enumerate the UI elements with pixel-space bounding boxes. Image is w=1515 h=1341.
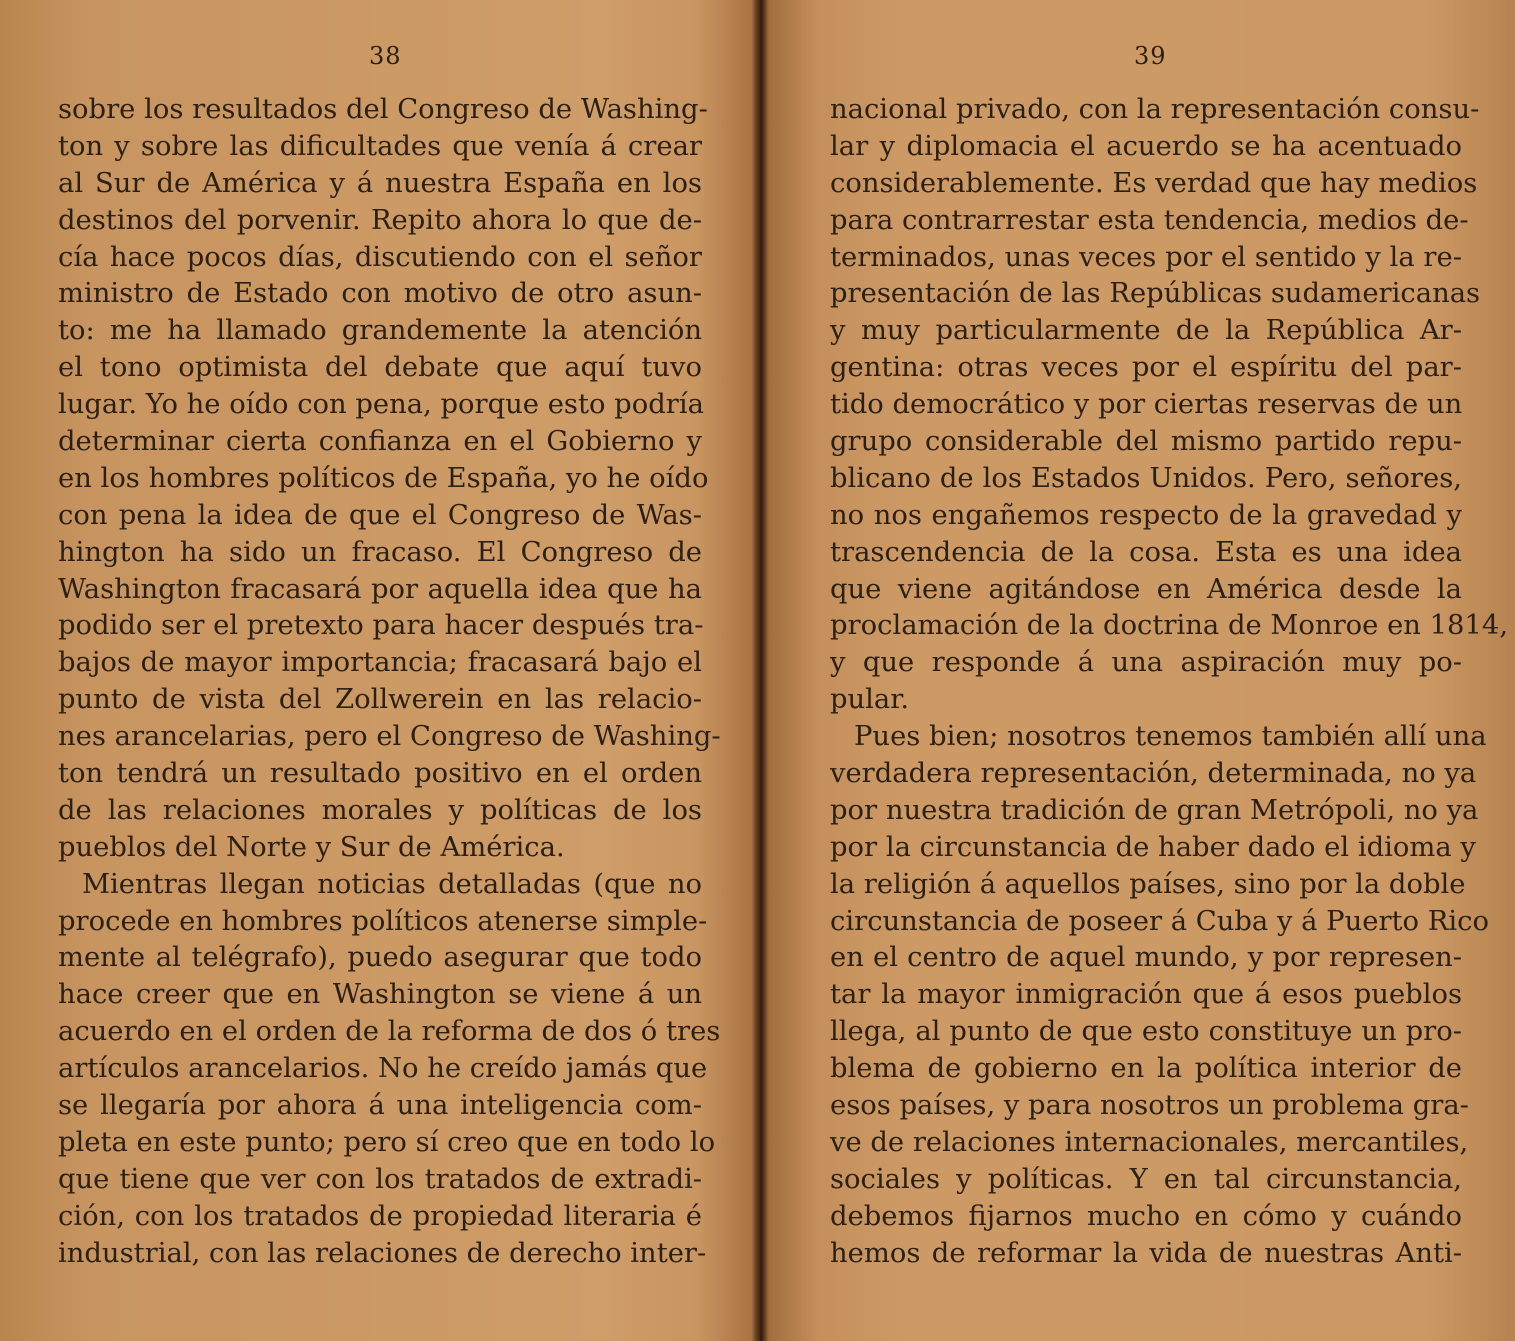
- text-line: se llegaría por ahora á una inteligencia com-: [58, 1090, 702, 1122]
- text-line: ve de relaciones internacionales, mercantiles,: [830, 1126, 1469, 1158]
- text-line: blema de gobierno en la política interior de: [830, 1053, 1462, 1085]
- text-line: en los hombres políticos de España, yo he oído: [58, 462, 709, 494]
- text-line: con pena la idea de que el Congreso de Was-: [58, 499, 702, 531]
- text-line: gentina: otras veces por el espíritu del par-: [830, 352, 1462, 384]
- text-line: tido democrático y por ciertas reservas de un: [830, 389, 1463, 421]
- text-line: Mientras llegan noticias detalladas (que no: [82, 868, 702, 900]
- text-line: por la circunstancia de haber dado el idioma y: [830, 831, 1476, 863]
- text-line: industrial, con las relaciones de derecho inter-: [58, 1237, 707, 1269]
- book-spine: [752, 0, 768, 1341]
- text-line: Pues bien; nosotros tenemos también allí una: [854, 721, 1487, 753]
- text-line: bajos de mayor importancia; fracasará bajo el: [58, 647, 702, 679]
- text-line: sobre los resultados del Congreso de Washing-: [58, 94, 708, 125]
- text-line: hemos de reformar la vida de nuestras Anti-: [830, 1237, 1462, 1269]
- text-line: ton tendrá un resultado positivo en el orden: [58, 758, 702, 790]
- text-line: al Sur de América y á nuestra España en los: [58, 167, 702, 199]
- text-line: llega, al punto de que esto constituye un pro-: [830, 1016, 1462, 1048]
- text-line: ministro de Estado con motivo de otro asun-: [58, 278, 702, 310]
- text-line: por nuestra tradición de gran Metrópoli, no ya: [830, 794, 1479, 826]
- text-line: hace creer que en Washington se viene á un: [58, 979, 702, 1011]
- left-page: [0, 0, 752, 1341]
- text-line: hington ha sido un fracaso. El Congreso de: [58, 536, 702, 568]
- text-line: cía hace pocos días, discutiendo con el señor: [58, 241, 702, 273]
- text-line: ton y sobre las dificultades que venía á crear: [58, 130, 702, 162]
- text-line: que viene agitándose en América desde la: [830, 573, 1462, 605]
- text-line: blicano de los Estados Unidos. Pero, señores,: [830, 462, 1462, 494]
- text-line: no nos engañemos respecto de la gravedad y: [830, 499, 1462, 531]
- text-line: lar y diplomacia el acuerdo se ha acentuado: [830, 130, 1462, 162]
- text-line: punto de vista del Zollwerein en las relacio-: [58, 684, 702, 716]
- text-line: considerablemente. Es verdad que hay medios: [830, 167, 1478, 199]
- text-line: lugar. Yo he oído con pena, porque esto podría: [58, 389, 704, 421]
- text-line: el tono optimista del debate que aquí tuvo: [58, 352, 702, 384]
- text-line: determinar cierta confianza en el Gobierno y: [58, 426, 702, 458]
- text-line: mente al telégrafo), puedo asegurar que todo: [58, 942, 702, 974]
- page-number-right: 39: [1134, 42, 1167, 70]
- text-line: que tiene que ver con los tratados de extradi-: [58, 1163, 702, 1195]
- text-line: to: me ha llamado grandemente la atención: [58, 315, 702, 347]
- text-line: podido ser el pretexto para hacer después tra-: [58, 610, 704, 642]
- text-line: de las relaciones morales y políticas de los: [58, 794, 702, 826]
- text-line: acuerdo en el orden de la reforma de dos ó tres: [58, 1016, 721, 1048]
- text-line: sociales y políticas. Y en tal circunstancia,: [830, 1163, 1462, 1195]
- page-number-left: 38: [369, 42, 402, 70]
- text-line: la religión á aquellos países, sino por la doble: [830, 868, 1466, 900]
- text-line: ción, con los tratados de propiedad literaria é: [58, 1200, 702, 1232]
- text-line: y muy particularmente de la República Ar-: [830, 315, 1462, 347]
- text-line: pueblos del Norte y Sur de América.: [58, 831, 565, 863]
- text-line: Washington fracasará por aquella idea que ha: [58, 573, 702, 605]
- text-line: para contrarrestar esta tendencia, medios de-: [830, 204, 1469, 236]
- right-page-text: [830, 92, 1509, 1273]
- text-line: terminados, unas veces por el sentido y la re-: [830, 241, 1462, 273]
- text-line: debemos fijarnos mucho en cómo y cuándo: [830, 1200, 1462, 1232]
- text-line: verdadera representación, determinada, no ya: [830, 758, 1477, 790]
- text-line: circunstancia de poseer á Cuba y á Puerto Rico: [830, 905, 1489, 937]
- text-line: y que responde á una aspiración muy po-: [830, 647, 1462, 679]
- text-line: nacional privado, con la representación consu-: [830, 94, 1480, 125]
- text-line: procede en hombres políticos atenerse simple-: [58, 905, 708, 937]
- left-page-text: [58, 92, 721, 1273]
- text-line: grupo considerable del mismo partido repu-: [830, 426, 1462, 458]
- text-line: nes arancelarias, pero el Congreso de Washing-: [58, 721, 721, 753]
- text-line: artículos arancelarios. No he creído jamás que: [58, 1053, 708, 1085]
- text-line: presentación de las Repúblicas sudamericanas: [830, 278, 1481, 310]
- text-line: destinos del porvenir. Repito ahora lo que de-: [58, 204, 702, 236]
- text-line: esos países, y para nosotros un problema gra-: [830, 1090, 1469, 1122]
- text-line: proclamación de la doctrina de Monroe en 1814,: [830, 610, 1509, 642]
- text-line: tar la mayor inmigración que á esos pueblos: [830, 979, 1462, 1011]
- text-line: trascendencia de la cosa. Esta es una idea: [830, 536, 1462, 568]
- text-line: pular.: [830, 684, 910, 716]
- text-line: en el centro de aquel mundo, y por represen-: [830, 942, 1462, 974]
- text-line: pleta en este punto; pero sí creo que en todo lo: [58, 1126, 716, 1158]
- right-page: [768, 0, 1515, 1341]
